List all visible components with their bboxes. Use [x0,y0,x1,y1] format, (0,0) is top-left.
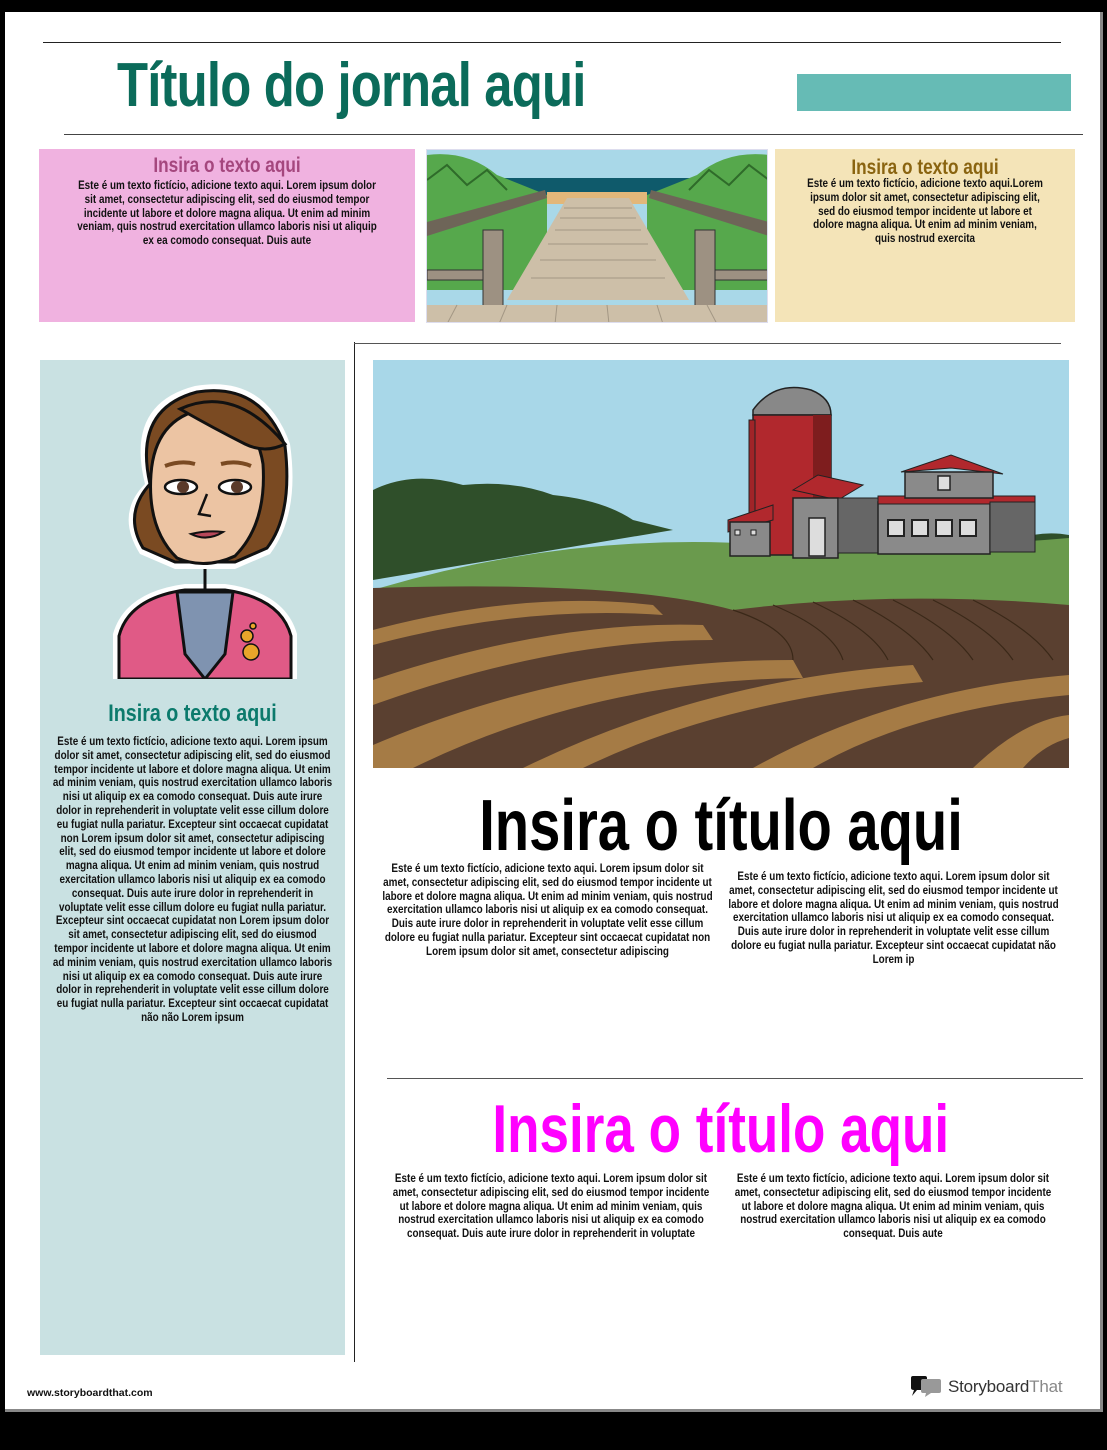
sidebar-heading: Insira o texto aqui [108,700,277,727]
boardwalk-image [426,149,768,323]
footer-url[interactable]: www.storyboardthat.com [27,1387,153,1399]
main-headline: Insira o título aqui [479,786,963,866]
text-box-body: Este é um texto fictício, adicione texto aqui. Lorem ipsum dolor sit amet, consectetur adipiscing elit, sed do eiusmod tempor incidente ut labore et dolore magna aliqua. Ut enim ad minim veniam, quis nostrud exercitation ullamco laboris nisi ut aliquip ex ea comodo consequat. Duis aute [77,180,377,248]
text-box-pink [39,149,415,322]
second-article-col2: Este é um texto fictício, adicione texto aqui. Lorem ipsum dolor sit amet, consectetur adipiscing elit, sed do eiusmod tempor incidente ut labore et dolore magna aliqua. Ut enim ad minim veniam, quis nostrud exercitation ullamco laboris nisi ut aliquip ex ea comodo consequat. Duis aute [734,1173,1052,1241]
second-article-col1: Este é um texto fictício, adicione texto aqui. Lorem ipsum dolor sit amet, consectetur adipiscing elit, sed do eiusmod tempor incidente ut labore et dolore magna aliqua. Ut enim ad minim veniam, quis nostrud exercitation ullamco laboris nisi ut aliquip ex ea comodo consequat. Duis aute irure dolor in reprehenderit in voluptate [392,1173,710,1241]
text-box-heading: Insira o texto aqui [851,156,999,179]
second-headline: Insira o título aqui [492,1091,950,1167]
header-accent-bar [797,74,1071,111]
woman-avatar-icon [85,364,325,679]
header-bottom-rule [64,134,1083,135]
sidebar-body: Este é um texto fictício, adicione texto aqui. Lorem ipsum dolor sit amet, consectetur adipiscing elit, sed do eiusmod tempor incidente ut labore et dolore magna aliqua. Ut enim ad minim veniam, quis nostrud exercitation ullamco laboris nisi ut aliquip ex ea comodo consequat. Duis aute irure dolor in reprehenderit in voluptate velit esse cillum dolore eu fugiat nulla pariatur. Excepteur sint occaecat cupidatat non Lorem ipsum dolor sit amet, consectetur adipiscing elit, sed do eiusmod tempor incidente ut labore et dolore magna aliqua. Ut enim ad minim veniam, quis nostrud exercitation ullamco laboris nisi ut aliquip ex ea comodo consequat. Duis aute irure dolor in reprehenderit in voluptate velit esse cillum dolore eu fugiat nulla pariatur. Excepteur sint occaecat cupidatat non Lorem ipsum dolor sit amet, consectetur adipiscing elit, sed do eiusmod tempor incidente ut labore et dolore magna aliqua. Ut enim ad minim veniam, quis nostrud exercitation ullamco laboris nisi ut aliquip ex ea comodo consequat. Duis aute irure dolor in reprehenderit in voluptate velit esse cillum dolore eu fugiat nulla pariatur. Excepteur sint occaecat cupidatat não não Lorem ipsum [52,736,333,1024]
main-top-rule [354,343,1061,344]
newspaper-page [5,12,1103,1412]
text-box-yellow [775,149,1075,322]
boardwalk-illustration-icon [427,150,768,323]
speech-bubbles-icon [909,1375,943,1399]
text-box-heading: Insira o texto aqui [153,154,301,177]
farm-illustration-icon [373,360,1069,768]
farm-image [373,360,1069,768]
text-box-body: Este é um texto fictício, adicione texto aqui.Lorem ipsum dolor sit amet, consectetur adipiscing elit, sed do eiusmod tempor incidente ut labore et dolore magna aliqua. Ut enim ad minim veniam, quis nostrud exercita [807,178,1043,246]
column-divider [354,342,355,1362]
main-article-col1: Este é um texto fictício, adicione texto aqui. Lorem ipsum dolor sit amet, consectetur adipiscing elit, sed do eiusmod tempor incidente ut labore et dolore magna aliqua. Ut enim ad minim veniam, quis nostrud exercitation ullamco laboris nisi ut aliquip ex ea comodo consequat. Duis aute irure dolor in reprehenderit in voluptate velit esse cillum dolore eu fugiat nulla pariatur. Excepteur sint occaecat cupidatat non Lorem ipsum dolor sit amet, consectetur adipiscing [382,863,713,958]
second-article-rule [387,1078,1083,1079]
main-article-col2: Este é um texto fictício, adicione texto aqui. Lorem ipsum dolor sit amet, consectetur adipiscing elit, sed do eiusmod tempor incidente ut labore et dolore magna aliqua. Ut enim ad minim veniam, quis nostrud exercitation ullamco laboris nisi ut aliquip ex ea comodo consequat. Duis aute irure dolor in reprehenderit in voluptate velit esse cillum dolore eu fugiat nulla pariatur. Excepteur sint occaecat cupidatat não Lorem ip [727,871,1059,966]
avatar [85,364,325,679]
newspaper-title: Título do jornal aqui [117,51,586,120]
top-rule [43,42,1061,43]
logo-text: StoryboardThat [948,1377,1063,1396]
storyboardthat-logo[interactable] [909,1375,1062,1399]
